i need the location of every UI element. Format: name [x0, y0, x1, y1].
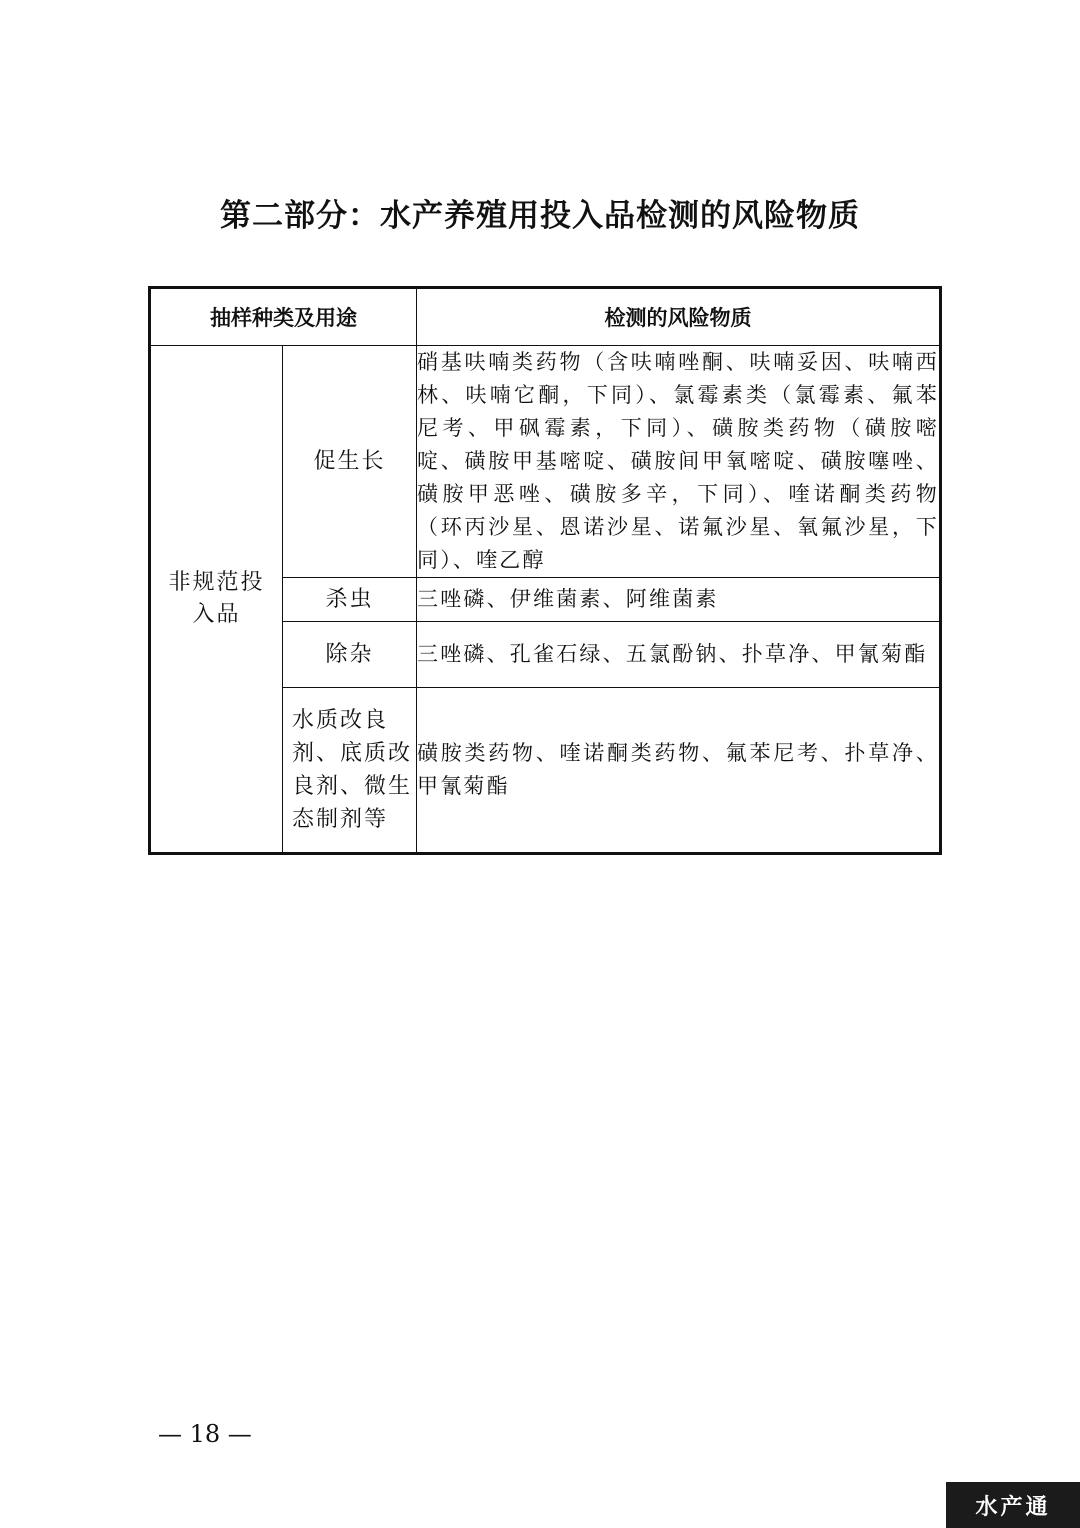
header-risk-substances: 检测的风险物质 — [417, 288, 941, 346]
watermark-logo — [946, 1482, 1080, 1528]
header-sampling-type: 抽样种类及用途 — [150, 288, 417, 346]
substances-cell-growth: 硝基呋喃类药物（含呋喃唑酮、呋喃妥因、呋喃西林、呋喃它酮，下同）、氯霉素类（氯霉素、氟苯尼考、甲砜霉素，下同）、磺胺类药物（磺胺嘧啶、磺胺甲基嘧啶、磺胺间甲氧嘧啶、磺胺噻唑、磺胺甲恶唑、磺胺多辛，下同）、喹诺酮类药物（环丙沙星、恩诺沙星、诺氟沙星、氧氟沙星，下同）、喹乙醇 — [417, 346, 941, 578]
use-cell-weed: 除杂 — [283, 622, 417, 688]
page-number: — 18 — — [158, 1420, 252, 1448]
page-title: 第二部分：水产养殖用投入品检测的风险物质 — [220, 198, 860, 234]
use-cell-growth: 促生长 — [283, 346, 417, 578]
logo-text: 水产通 — [975, 1494, 1051, 1520]
category-label: 非规范投入品 — [168, 570, 265, 627]
substances-cell-weed: 三唑磷、孔雀石绿、五氯酚钠、扑草净、甲氰菊酯 — [417, 622, 941, 688]
substances-cell-water-quality: 磺胺类药物、喹诺酮类药物、氟苯尼考、扑草净、甲氰菊酯 — [417, 688, 941, 854]
table-header-row — [150, 288, 941, 346]
category-cell — [150, 346, 283, 854]
substances-cell-insecticide: 三唑磷、伊维菌素、阿维菌素 — [417, 578, 941, 622]
risk-substances-table — [148, 286, 942, 855]
table-row — [150, 346, 941, 578]
use-cell-insecticide: 杀虫 — [283, 578, 417, 622]
use-cell-water-quality: 水质改良剂、底质改良剂、微生态制剂等 — [283, 688, 417, 854]
